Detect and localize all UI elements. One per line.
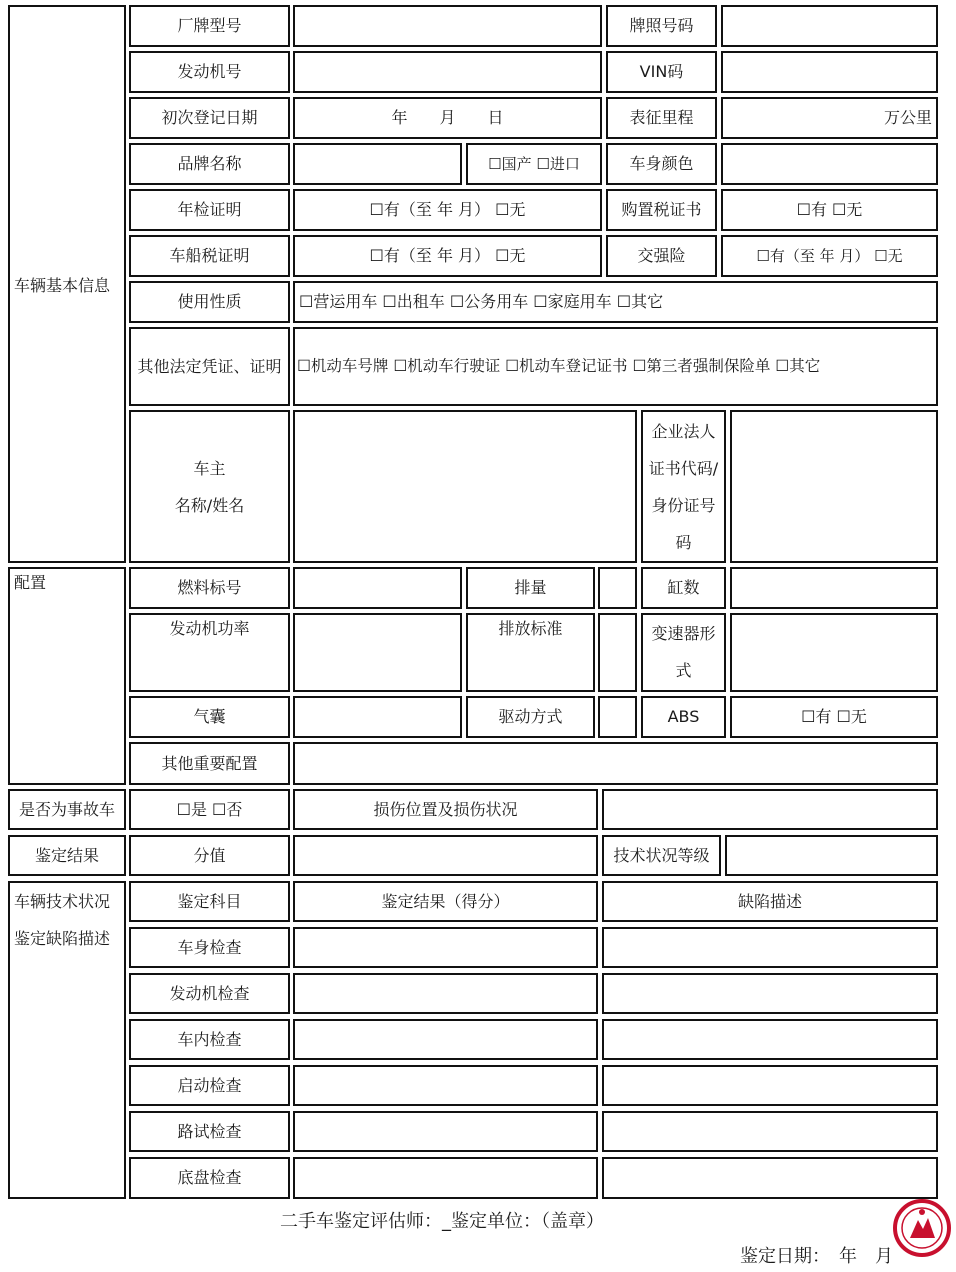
input-other-config[interactable] bbox=[293, 742, 938, 785]
tech-row-result[interactable] bbox=[293, 1019, 598, 1060]
input-first-reg-date[interactable]: 年 月 日 bbox=[293, 97, 602, 139]
label-usage: 使用性质 bbox=[129, 281, 290, 323]
vessel-tax-checkboxes[interactable]: ☐有（至 年 月） ☐无 bbox=[293, 235, 602, 277]
label-cylinders: 缸数 bbox=[641, 567, 726, 609]
label-displacement: 排量 bbox=[466, 567, 595, 609]
input-brand[interactable] bbox=[293, 143, 462, 185]
label-factory-model: 厂牌型号 bbox=[129, 5, 290, 47]
tech-row-defect[interactable] bbox=[602, 1065, 938, 1106]
compulsory-insurance-checkboxes[interactable]: ☐有（至 年 月） ☐无 bbox=[721, 235, 938, 277]
tech-row-result[interactable] bbox=[293, 927, 598, 968]
tech-row-defect[interactable] bbox=[602, 1111, 938, 1152]
origin-checkboxes[interactable]: ☐国产 ☐进口 bbox=[466, 143, 602, 185]
section-basic-info: 车辆基本信息 bbox=[8, 5, 126, 563]
tech-row-label: 启动检查 bbox=[129, 1065, 290, 1106]
header-defect: 缺陷描述 bbox=[602, 881, 938, 922]
inspection-checkboxes[interactable]: ☐有（至 年 月） ☐无 bbox=[293, 189, 602, 231]
label-damage: 损伤位置及损伤状况 bbox=[293, 789, 598, 830]
input-body-color[interactable] bbox=[721, 143, 938, 185]
label-mileage: 表征里程 bbox=[606, 97, 717, 139]
section-accident: 是否为事故车 bbox=[8, 789, 126, 830]
label-transmission: 变速器形式 bbox=[641, 613, 726, 692]
tech-row-result[interactable] bbox=[293, 1157, 598, 1199]
input-id-code[interactable] bbox=[730, 410, 938, 563]
tech-row-label: 底盘检查 bbox=[129, 1157, 290, 1199]
label-plate-no: 牌照号码 bbox=[606, 5, 717, 47]
label-fuel: 燃料标号 bbox=[129, 567, 290, 609]
input-displacement[interactable] bbox=[598, 567, 637, 609]
input-grade[interactable] bbox=[725, 835, 938, 876]
input-owner[interactable] bbox=[293, 410, 637, 563]
tech-row-defect[interactable] bbox=[602, 973, 938, 1014]
input-engine-power[interactable] bbox=[293, 613, 462, 692]
input-engine-no[interactable] bbox=[293, 51, 602, 93]
tech-row-defect[interactable] bbox=[602, 927, 938, 968]
section-config: 配置 bbox=[8, 567, 126, 785]
input-drive[interactable] bbox=[598, 696, 637, 738]
label-other-config: 其他重要配置 bbox=[129, 742, 290, 785]
accident-checkboxes[interactable]: ☐是 ☐否 bbox=[129, 789, 290, 830]
tech-row-label: 路试检查 bbox=[129, 1111, 290, 1152]
appraisal-date-line: 鉴定日期： 年 月 bbox=[740, 1246, 893, 1267]
input-factory-model[interactable] bbox=[293, 5, 602, 47]
tech-row-result[interactable] bbox=[293, 1111, 598, 1152]
label-other-docs: 其他法定凭证、证明 bbox=[129, 327, 290, 406]
label-vessel-tax: 车船税证明 bbox=[129, 235, 290, 277]
input-cylinders[interactable] bbox=[730, 567, 938, 609]
section-result: 鉴定结果 bbox=[8, 835, 126, 876]
tech-row-label: 车内检查 bbox=[129, 1019, 290, 1060]
tech-row-defect[interactable] bbox=[602, 1019, 938, 1060]
label-abs: ABS bbox=[641, 696, 726, 738]
input-vin[interactable] bbox=[721, 51, 938, 93]
input-transmission[interactable] bbox=[730, 613, 938, 692]
label-emission: 排放标准 bbox=[466, 613, 595, 692]
appraiser-signature-line: 二手车鉴定评估师：_鉴定单位：（盖章） bbox=[280, 1211, 604, 1232]
label-airbag: 气囊 bbox=[129, 696, 290, 738]
input-damage[interactable] bbox=[602, 789, 938, 830]
tech-row-result[interactable] bbox=[293, 1065, 598, 1106]
label-brand: 品牌名称 bbox=[129, 143, 290, 185]
purchase-tax-checkboxes[interactable]: ☐有 ☐无 bbox=[721, 189, 938, 231]
input-airbag[interactable] bbox=[293, 696, 462, 738]
section-tech-desc: 车辆技术状况鉴定缺陷描述 bbox=[8, 881, 126, 1199]
abs-checkboxes[interactable]: ☐有 ☐无 bbox=[730, 696, 938, 738]
label-body-color: 车身颜色 bbox=[606, 143, 717, 185]
label-first-reg-date: 初次登记日期 bbox=[129, 97, 290, 139]
tech-row-result[interactable] bbox=[293, 973, 598, 1014]
input-plate-no[interactable] bbox=[721, 5, 938, 47]
input-score[interactable] bbox=[293, 835, 598, 876]
label-engine-no: 发动机号 bbox=[129, 51, 290, 93]
label-owner: 车主 名称/姓名 bbox=[129, 410, 290, 563]
usage-checkboxes[interactable]: ☐营运用车 ☐出租车 ☐公务用车 ☐家庭用车 ☐其它 bbox=[293, 281, 938, 323]
label-vin: VIN码 bbox=[606, 51, 717, 93]
label-purchase-tax: 购置税证书 bbox=[606, 189, 717, 231]
other-docs-checkboxes[interactable]: ☐机动车号牌 ☐机动车行驶证 ☐机动车登记证书 ☐第三者强制保险单 ☐其它 bbox=[293, 327, 938, 406]
label-inspection-cert: 年检证明 bbox=[129, 189, 290, 231]
label-id-code: 企业法人证书代码/身份证号码 bbox=[641, 410, 726, 563]
label-engine-power: 发动机功率 bbox=[129, 613, 290, 692]
input-emission[interactable] bbox=[598, 613, 637, 692]
input-fuel[interactable] bbox=[293, 567, 462, 609]
label-score: 分值 bbox=[129, 835, 290, 876]
header-subject: 鉴定科目 bbox=[129, 881, 290, 922]
tech-row-label: 车身检查 bbox=[129, 927, 290, 968]
tech-row-defect[interactable] bbox=[602, 1157, 938, 1199]
label-grade: 技术状况等级 bbox=[602, 835, 721, 876]
official-seal-icon bbox=[892, 1198, 952, 1258]
label-drive: 驱动方式 bbox=[466, 696, 595, 738]
header-result: 鉴定结果（得分） bbox=[293, 881, 598, 922]
label-compulsory-insurance: 交强险 bbox=[606, 235, 717, 277]
tech-row-label: 发动机检查 bbox=[129, 973, 290, 1014]
input-mileage[interactable]: 万公里 bbox=[721, 97, 938, 139]
